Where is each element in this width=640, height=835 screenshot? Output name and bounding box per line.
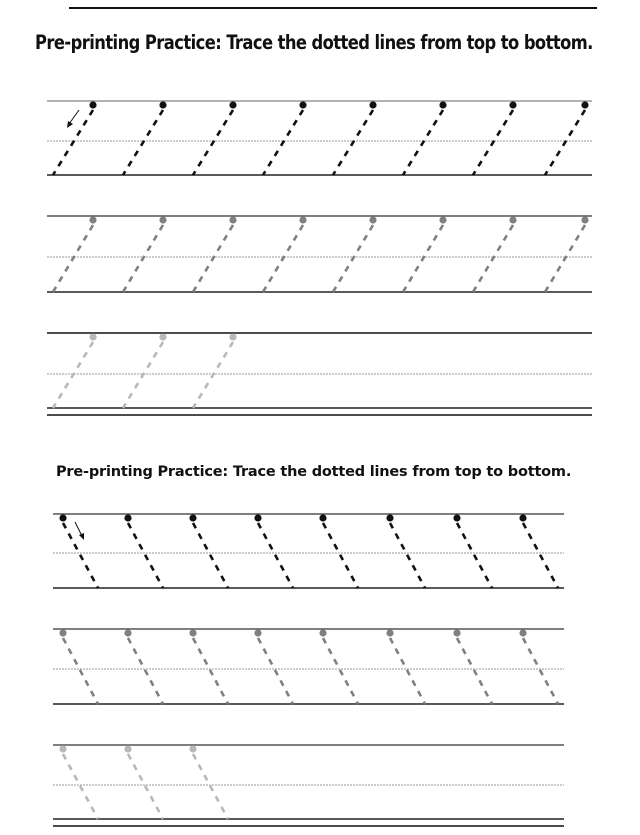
- dashed-trace-stroke: [403, 225, 443, 292]
- dashed-trace-stroke: [545, 110, 585, 175]
- dashed-trace-stroke: [333, 225, 373, 292]
- dashed-trace-stroke: [193, 342, 233, 408]
- start-dot-icon: [189, 629, 196, 636]
- dashed-trace-stroke: [193, 638, 228, 704]
- start-dot-icon: [369, 216, 376, 223]
- start-dot-icon: [581, 216, 588, 223]
- dashed-trace-stroke: [263, 110, 303, 175]
- section-1-title: Pre-printing Practice: Trace the dotted lines from top to bottom.: [35, 31, 593, 54]
- start-dot-icon: [369, 101, 376, 108]
- start-dot-icon: [124, 629, 131, 636]
- dashed-trace-stroke: [63, 638, 98, 704]
- start-dot-icon: [519, 629, 526, 636]
- start-dot-icon: [254, 629, 261, 636]
- start-dot-icon: [229, 101, 236, 108]
- dashed-trace-stroke: [258, 638, 293, 704]
- dashed-trace-stroke: [193, 225, 233, 292]
- start-dot-icon: [319, 629, 326, 636]
- dashed-trace-stroke: [263, 225, 303, 292]
- dashed-trace-stroke: [123, 342, 163, 408]
- dashed-trace-stroke: [390, 638, 425, 704]
- start-dot-icon: [386, 514, 393, 521]
- dashed-trace-stroke: [63, 754, 98, 819]
- dashed-trace-stroke: [523, 638, 558, 704]
- start-dot-icon: [59, 629, 66, 636]
- dashed-trace-stroke: [53, 342, 93, 408]
- dashed-trace-stroke: [323, 638, 358, 704]
- direction-arrow-icon: [69, 110, 79, 124]
- dashed-trace-stroke: [333, 110, 373, 175]
- start-dot-icon: [509, 216, 516, 223]
- dashed-trace-stroke: [128, 638, 163, 704]
- start-dot-icon: [319, 514, 326, 521]
- start-dot-icon: [189, 745, 196, 752]
- dashed-trace-stroke: [128, 523, 163, 588]
- start-dot-icon: [159, 216, 166, 223]
- start-dot-icon: [581, 101, 588, 108]
- start-dot-icon: [159, 101, 166, 108]
- start-dot-icon: [159, 333, 166, 340]
- start-dot-icon: [439, 101, 446, 108]
- start-dot-icon: [439, 216, 446, 223]
- dashed-trace-stroke: [128, 754, 163, 819]
- direction-arrow-icon: [75, 522, 82, 536]
- dashed-trace-stroke: [123, 110, 163, 175]
- start-dot-icon: [89, 333, 96, 340]
- dashed-trace-stroke: [545, 225, 585, 292]
- start-dot-icon: [59, 745, 66, 752]
- dashed-trace-stroke: [53, 110, 93, 175]
- dashed-trace-stroke: [457, 638, 492, 704]
- start-dot-icon: [59, 514, 66, 521]
- start-dot-icon: [189, 514, 196, 521]
- dashed-trace-stroke: [473, 110, 513, 175]
- dashed-trace-stroke: [523, 523, 558, 588]
- dashed-trace-stroke: [193, 754, 228, 819]
- dashed-trace-stroke: [193, 523, 228, 588]
- dashed-trace-stroke: [53, 225, 93, 292]
- arrow-head-icon: [79, 533, 84, 540]
- start-dot-icon: [254, 514, 261, 521]
- start-dot-icon: [453, 629, 460, 636]
- dashed-trace-stroke: [403, 110, 443, 175]
- start-dot-icon: [509, 101, 516, 108]
- start-dot-icon: [453, 514, 460, 521]
- dashed-trace-stroke: [193, 110, 233, 175]
- start-dot-icon: [519, 514, 526, 521]
- dashed-trace-stroke: [258, 523, 293, 588]
- start-dot-icon: [229, 216, 236, 223]
- dashed-trace-stroke: [473, 225, 513, 292]
- dashed-trace-stroke: [390, 523, 425, 588]
- dashed-trace-stroke: [123, 225, 163, 292]
- start-dot-icon: [299, 216, 306, 223]
- start-dot-icon: [386, 629, 393, 636]
- dashed-trace-stroke: [457, 523, 492, 588]
- section-2-title: Pre-printing Practice: Trace the dotted lines from top to bottom.: [56, 464, 572, 480]
- start-dot-icon: [299, 101, 306, 108]
- start-dot-icon: [124, 745, 131, 752]
- dashed-trace-stroke: [323, 523, 358, 588]
- start-dot-icon: [229, 333, 236, 340]
- start-dot-icon: [124, 514, 131, 521]
- start-dot-icon: [89, 101, 96, 108]
- start-dot-icon: [89, 216, 96, 223]
